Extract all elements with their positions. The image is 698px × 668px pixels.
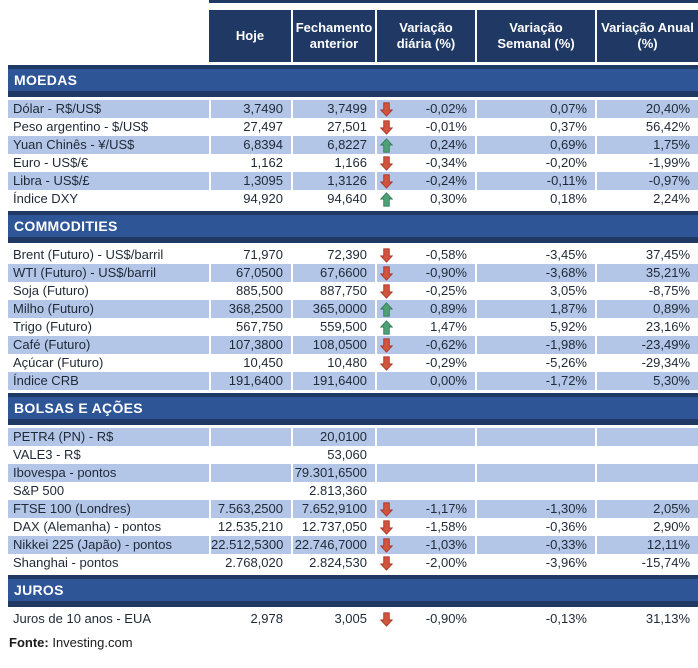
row-label: Ibovespa - pontos — [13, 465, 117, 480]
cell-fechamento-anterior: 7.652,9100 — [291, 500, 375, 518]
cell-variacao-anual — [595, 446, 698, 464]
column-header: Variação Semanal (%) — [475, 10, 595, 62]
down-arrow-icon — [380, 556, 393, 571]
table-row — [8, 518, 698, 536]
up-arrow-icon — [380, 302, 393, 317]
down-arrow-icon — [380, 502, 393, 517]
column-header: Fechamento anterior — [291, 10, 375, 62]
cell-fechamento-anterior: 1,3126 — [291, 172, 375, 190]
table-row — [8, 554, 698, 572]
row-label: PETR4 (PN) - R$ — [13, 429, 114, 444]
cell-variacao-diaria-value: -0,02% — [425, 101, 467, 116]
cell-hoje: 107,3800 — [209, 336, 291, 354]
cell-variacao-diaria — [375, 464, 475, 482]
cell-variacao-semanal: -0,11% — [475, 172, 595, 190]
cell-variacao-anual: 23,16% — [595, 318, 698, 336]
down-arrow-icon — [380, 338, 393, 353]
cell-variacao-anual — [595, 464, 698, 482]
table-row — [8, 372, 698, 390]
cell-hoje: 71,970 — [209, 246, 291, 264]
row-label: Peso argentino - $/US$ — [13, 119, 149, 134]
cell-variacao-diaria-value: -0,58% — [425, 247, 467, 262]
cell-variacao-semanal: 1,87% — [475, 300, 595, 318]
cell-variacao-diaria — [375, 482, 475, 500]
row-label: DAX (Alemanha) - pontos — [13, 519, 162, 534]
cell-variacao-diaria-value: -0,01% — [425, 119, 467, 134]
up-arrow-icon — [380, 138, 393, 153]
cell-variacao-diaria — [375, 446, 475, 464]
cell-variacao-diaria — [375, 300, 475, 318]
down-arrow-icon — [380, 266, 393, 281]
cell-variacao-anual: -29,34% — [595, 354, 698, 372]
cell-variacao-anual: -8,75% — [595, 282, 698, 300]
cell-variacao-diaria — [375, 118, 475, 136]
cell-fechamento-anterior: 94,640 — [291, 190, 375, 208]
cell-variacao-anual: -23,49% — [595, 336, 698, 354]
cell-fechamento-anterior: 365,0000 — [291, 300, 375, 318]
cell-variacao-semanal: -3,96% — [475, 554, 595, 572]
cell-variacao-diaria — [375, 264, 475, 282]
cell-fechamento-anterior: 72,390 — [291, 246, 375, 264]
table-row — [8, 300, 698, 318]
table-row — [8, 318, 698, 336]
cell-variacao-diaria-value: -2,00% — [425, 555, 467, 570]
down-arrow-icon — [380, 120, 393, 135]
row-label: Açúcar (Futuro) — [13, 355, 104, 370]
cell-variacao-anual: 56,42% — [595, 118, 698, 136]
down-arrow-icon — [380, 174, 393, 189]
cell-fechamento-anterior: 27,501 — [291, 118, 375, 136]
cell-variacao-diaria-value: -0,24% — [425, 173, 467, 188]
cell-variacao-anual — [595, 428, 698, 446]
cell-hoje: 12.535,210 — [209, 518, 291, 536]
table-row — [8, 136, 698, 154]
cell-variacao-diaria — [375, 372, 475, 390]
cell-variacao-diaria — [375, 518, 475, 536]
up-arrow-icon — [380, 192, 393, 207]
row-label: Milho (Futuro) — [13, 301, 94, 316]
cell-variacao-semanal — [475, 446, 595, 464]
cell-variacao-semanal: -3,45% — [475, 246, 595, 264]
cell-variacao-semanal: 0,07% — [475, 100, 595, 118]
cell-variacao-semanal: -1,30% — [475, 500, 595, 518]
cell-fechamento-anterior: 2.824,530 — [291, 554, 375, 572]
cell-fechamento-anterior: 67,6600 — [291, 264, 375, 282]
cell-hoje: 368,2500 — [209, 300, 291, 318]
row-label: FTSE 100 (Londres) — [13, 501, 131, 516]
cell-variacao-anual: -1,99% — [595, 154, 698, 172]
column-header: Hoje — [209, 10, 291, 62]
row-label: Trigo (Futuro) — [13, 319, 92, 334]
cell-variacao-diaria — [375, 318, 475, 336]
cell-variacao-diaria-value: -1,58% — [425, 519, 467, 534]
cell-variacao-diaria — [375, 100, 475, 118]
cell-fechamento-anterior: 2.813,360 — [291, 482, 375, 500]
table-row — [8, 464, 698, 482]
row-label: Juros de 10 anos - EUA — [13, 611, 152, 626]
cell-variacao-anual: 0,89% — [595, 300, 698, 318]
cell-fechamento-anterior: 3,7499 — [291, 100, 375, 118]
cell-variacao-semanal: -5,26% — [475, 354, 595, 372]
source-note — [9, 635, 698, 650]
section-header-moedas: MOEDAS — [8, 65, 698, 97]
cell-variacao-semanal: 3,05% — [475, 282, 595, 300]
table-row — [8, 246, 698, 264]
table-top-border — [209, 0, 698, 3]
row-label: Euro - US$/€ — [13, 155, 89, 170]
cell-hoje: 6,8394 — [209, 136, 291, 154]
cell-variacao-semanal: -0,36% — [475, 518, 595, 536]
cell-fechamento-anterior: 20,0100 — [291, 428, 375, 446]
cell-variacao-diaria-value: -0,90% — [425, 265, 467, 280]
cell-variacao-diaria — [375, 282, 475, 300]
row-label: Índice CRB — [13, 373, 79, 388]
cell-fechamento-anterior: 53,060 — [291, 446, 375, 464]
up-arrow-icon — [380, 320, 393, 335]
cell-variacao-diaria — [375, 428, 475, 446]
cell-hoje: 27,497 — [209, 118, 291, 136]
cell-variacao-diaria — [375, 136, 475, 154]
cell-variacao-diaria-value: -1,03% — [425, 537, 467, 552]
cell-variacao-anual: 35,21% — [595, 264, 698, 282]
table-row — [8, 282, 698, 300]
table-row — [8, 190, 698, 208]
cell-variacao-semanal: -0,33% — [475, 536, 595, 554]
cell-variacao-anual: 31,13% — [595, 610, 698, 628]
cell-variacao-anual: 37,45% — [595, 246, 698, 264]
cell-variacao-semanal: -0,20% — [475, 154, 595, 172]
cell-variacao-diaria-value: -0,29% — [425, 355, 467, 370]
cell-hoje: 567,750 — [209, 318, 291, 336]
row-label: Soja (Futuro) — [13, 283, 89, 298]
cell-variacao-diaria — [375, 154, 475, 172]
cell-fechamento-anterior: 191,6400 — [291, 372, 375, 390]
cell-variacao-semanal: 0,18% — [475, 190, 595, 208]
row-label: S&P 500 — [13, 483, 65, 498]
down-arrow-icon — [380, 248, 393, 263]
cell-hoje — [209, 446, 291, 464]
cell-hoje: 67,0500 — [209, 264, 291, 282]
row-label: Dólar - R$/US$ — [13, 101, 102, 116]
down-arrow-icon — [380, 520, 393, 535]
cell-fechamento-anterior: 12.737,050 — [291, 518, 375, 536]
cell-variacao-diaria-value: 0,30% — [430, 191, 467, 206]
cell-variacao-semanal: 5,92% — [475, 318, 595, 336]
cell-variacao-anual: 1,75% — [595, 136, 698, 154]
cell-variacao-semanal: -1,72% — [475, 372, 595, 390]
cell-variacao-anual: 2,05% — [595, 500, 698, 518]
cell-fechamento-anterior: 1,166 — [291, 154, 375, 172]
cell-variacao-anual: -0,97% — [595, 172, 698, 190]
cell-hoje: 191,6400 — [209, 372, 291, 390]
row-label: WTI (Futuro) - US$/barril — [13, 265, 157, 280]
cell-variacao-anual: 20,40% — [595, 100, 698, 118]
table-row — [8, 536, 698, 554]
table-row — [8, 100, 698, 118]
cell-variacao-diaria-value: -0,25% — [425, 283, 467, 298]
cell-variacao-diaria-value: -0,34% — [425, 155, 467, 170]
cell-hoje: 10,450 — [209, 354, 291, 372]
cell-fechamento-anterior: 559,500 — [291, 318, 375, 336]
row-label: Libra - US$/£ — [13, 173, 90, 188]
cell-fechamento-anterior: 6,8227 — [291, 136, 375, 154]
cell-variacao-diaria-value: -0,90% — [425, 611, 467, 626]
row-label: Yuan Chinês - ¥/US$ — [13, 137, 135, 152]
down-arrow-icon — [380, 356, 393, 371]
cell-variacao-semanal — [475, 482, 595, 500]
cell-variacao-diaria-value: 0,00% — [430, 373, 467, 388]
cell-fechamento-anterior: 3,005 — [291, 610, 375, 628]
cell-variacao-semanal: -1,98% — [475, 336, 595, 354]
down-arrow-icon — [380, 612, 393, 627]
cell-fechamento-anterior: 10,480 — [291, 354, 375, 372]
table-row — [8, 428, 698, 446]
cell-hoje: 3,7490 — [209, 100, 291, 118]
cell-hoje: 94,920 — [209, 190, 291, 208]
cell-variacao-diaria — [375, 190, 475, 208]
cell-hoje: 2.768,020 — [209, 554, 291, 572]
cell-hoje — [209, 428, 291, 446]
cell-variacao-diaria — [375, 610, 475, 628]
cell-variacao-semanal — [475, 464, 595, 482]
cell-fechamento-anterior: 79.301,6500 — [291, 464, 375, 482]
cell-variacao-semanal — [475, 428, 595, 446]
cell-variacao-diaria — [375, 554, 475, 572]
cell-variacao-semanal: 0,37% — [475, 118, 595, 136]
table-row — [8, 500, 698, 518]
row-label: Brent (Futuro) - US$/barril — [13, 247, 164, 262]
table-row — [8, 154, 698, 172]
row-label: Café (Futuro) — [13, 337, 91, 352]
cell-hoje: 2,978 — [209, 610, 291, 628]
row-label: VALE3 - R$ — [13, 447, 81, 462]
section-header-juros: JUROS — [8, 575, 698, 607]
cell-fechamento-anterior: 22.746,7000 — [291, 536, 375, 554]
table-row — [8, 336, 698, 354]
cell-variacao-anual: 2,90% — [595, 518, 698, 536]
cell-hoje: 1,162 — [209, 154, 291, 172]
source-value: Investing.com — [48, 635, 133, 650]
cell-variacao-diaria-value: 0,24% — [430, 137, 467, 152]
cell-variacao-diaria-value: 1,47% — [430, 319, 467, 334]
row-label: Nikkei 225 (Japão) - pontos — [13, 537, 172, 552]
cell-variacao-anual: 2,24% — [595, 190, 698, 208]
cell-hoje — [209, 482, 291, 500]
table-row — [8, 172, 698, 190]
column-header-row — [209, 10, 698, 62]
cell-hoje: 7.563,2500 — [209, 500, 291, 518]
row-label: Índice DXY — [13, 191, 79, 206]
cell-hoje: 1,3095 — [209, 172, 291, 190]
down-arrow-icon — [380, 102, 393, 117]
down-arrow-icon — [380, 156, 393, 171]
cell-variacao-semanal: -0,13% — [475, 610, 595, 628]
down-arrow-icon — [380, 284, 393, 299]
cell-hoje: 22.512,5300 — [209, 536, 291, 554]
section-header-bolsas-e-a-es: BOLSAS E AÇÕES — [8, 393, 698, 425]
table-row — [8, 446, 698, 464]
cell-hoje: 885,500 — [209, 282, 291, 300]
cell-variacao-semanal: -3,68% — [475, 264, 595, 282]
cell-variacao-anual: 12,11% — [595, 536, 698, 554]
cell-fechamento-anterior: 108,0500 — [291, 336, 375, 354]
cell-fechamento-anterior: 887,750 — [291, 282, 375, 300]
cell-variacao-semanal: 0,69% — [475, 136, 595, 154]
cell-variacao-diaria — [375, 500, 475, 518]
down-arrow-icon — [380, 538, 393, 553]
section-header-commodities: COMMODITIES — [8, 211, 698, 243]
report-table — [0, 65, 698, 628]
cell-variacao-anual: -15,74% — [595, 554, 698, 572]
cell-variacao-diaria — [375, 354, 475, 372]
table-row — [8, 482, 698, 500]
column-header: Variação diária (%) — [375, 10, 475, 62]
table-row — [8, 610, 698, 628]
cell-variacao-diaria — [375, 536, 475, 554]
cell-variacao-anual: 5,30% — [595, 372, 698, 390]
cell-variacao-diaria-value: -1,17% — [425, 501, 467, 516]
cell-variacao-diaria-value: -0,62% — [425, 337, 467, 352]
table-row — [8, 118, 698, 136]
column-header: Variação Anual (%) — [595, 10, 698, 62]
table-row — [8, 264, 698, 282]
source-label: Fonte: — [9, 635, 49, 650]
cell-variacao-diaria — [375, 172, 475, 190]
cell-variacao-diaria-value: 0,89% — [430, 301, 467, 316]
cell-variacao-diaria — [375, 246, 475, 264]
cell-variacao-anual — [595, 482, 698, 500]
row-label: Shanghai - pontos — [13, 555, 119, 570]
cell-hoje — [209, 464, 291, 482]
table-row — [8, 354, 698, 372]
cell-variacao-diaria — [375, 336, 475, 354]
